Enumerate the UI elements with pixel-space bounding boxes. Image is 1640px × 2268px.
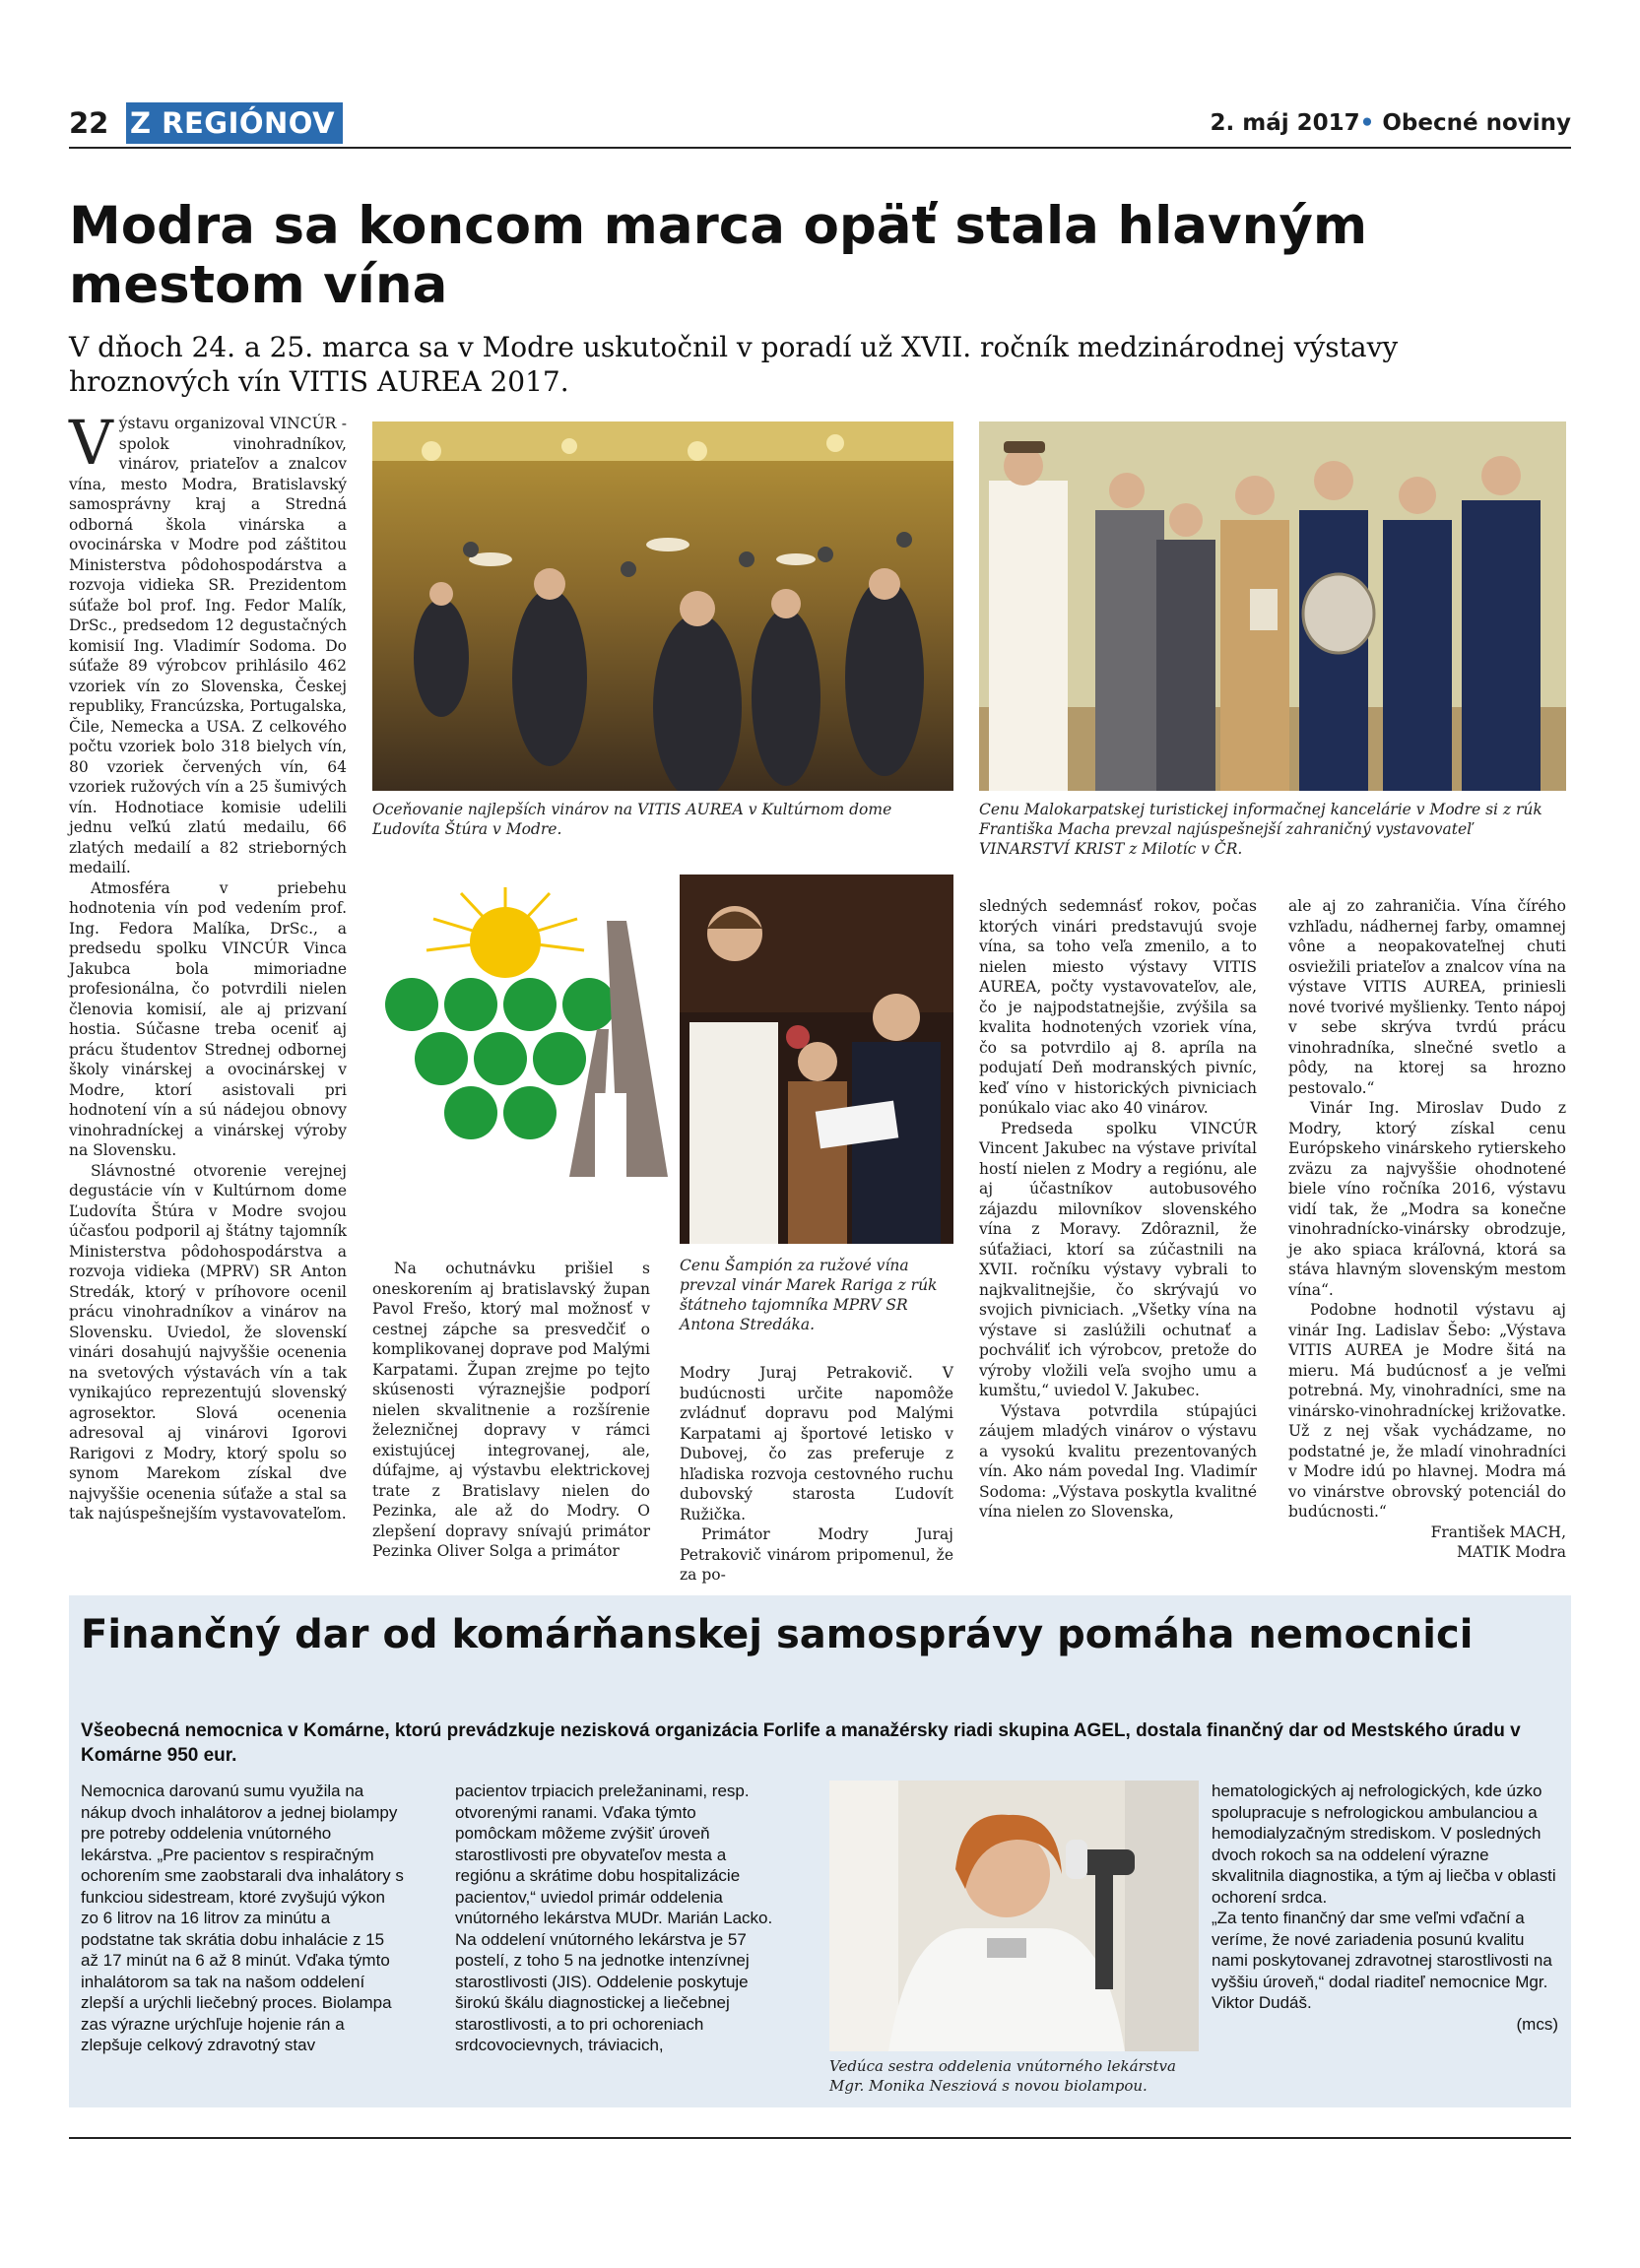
article1-lede: V dňoch 24. a 25. marca sa v Modre uskutočnil v poradí už XVII. ročník medzinárodnej výstavy hroznových vín VITIS AUREA 2017.	[69, 331, 1399, 398]
article2-column-3	[1212, 1781, 1558, 2035]
article2-column-1	[81, 1781, 406, 2056]
photo-prize-handover	[979, 421, 1566, 791]
article2-col1-p1: Nemocnica darovanú sumu využila na nákup dvoch inhalátorov a jednej biolampy pre potreby oddelenia vnútorného lekárstva. „Pre pacientov s respiračným ochorením sme zaobstarali dva inhalátory s funkciou sidestream, ktoré zvyšujú výkon zo 6 litrov na 16 litrov za minútu a podstatne tak skrátia dobu inhalácie z 15 až 17 minút na 6 až 8 minút. Vďaka týmto inhalátorom sa tak na našom oddelení zlepší a urýchli liečebný proces. Biolampa zas výrazne urýchľuje hojenie rán a zlepšuje celkový zdravotný stav	[81, 1782, 404, 2054]
issue-date: 2. máj 2017	[1210, 110, 1360, 136]
date-line	[1210, 110, 1571, 136]
author-organization: MATIK Modra	[1457, 1543, 1566, 1561]
caption-photo1: Oceňovanie najlepších vinárov na VITIS AUREA v Kultúrnom dome Ľudovíta Štúra v Modre.	[372, 801, 892, 838]
caption-nurse-photo: Vedúca sestra oddelenia vnútorného lekárstva Mgr. Monika Nesziová s novou biolampou.	[829, 2057, 1176, 2095]
dropcap: V	[69, 407, 113, 479]
photo-champion-award	[680, 875, 953, 1244]
article1-col3-p2: Primátor Modry Juraj Petrakovič vinárom pripomenul, že za po-	[680, 1525, 953, 1584]
article2-signature: (mcs)	[1516, 2014, 1558, 2034]
article1-column-4	[979, 896, 1257, 1523]
page-number: 22	[69, 106, 109, 140]
publication-name: Obecné noviny	[1382, 110, 1571, 136]
article1-col4-p2: Predseda spolku VINCÚR Vincent Jakubec na výstave privítal hostí nielen z Modry a regiónu, ale aj účastníkov autobusového zájazdu milovníkov slovenského vína z Moravy. Zdôraznil, že súťažiaci, ktorí sa zúčastnili na XVII. ročníku výstavy vybrali to najkvalitnejšie, čo skrývajú vo svojich pivniciach. „Všetky vína na výstave si zaslúžili ochutnať a pochváliť ich výrobcov, pretože do výroby vložili veľa svojho umu a kumštu,“ uviedol V. Jakubec.	[979, 1119, 1257, 1399]
article1-col5-p3: Podobne hodnotil výstavu aj vinár Ing. Ladislav Šebo: „Výstava VITIS AUREA je Modre šitá na mieru. Má budúcnosť a je veľmi potrebná. My, vinohradníci, sme na vinársko-vinohradníckej križovatke. Už z nej však vychádzame, no podstatné je, že mladí vinohradníci v Modre idú po hlavnej. Modra má vo vinárstve obrovský potenciál do budúcnosti.“	[1288, 1301, 1566, 1521]
caption-photo3: Cenu Šampión za ružové vína prevzal vinár Marek Rariga z rúk štátneho tajomníka MPRV SR Antona Stredáka.	[680, 1257, 938, 1333]
article1-col2-p1: Na ochutnávku prišiel s oneskorením aj bratislavský župan Pavol Frešo, ktorý mal možnosť v cestnej zápche sa presvedčiť o komplikovanej doprave pod Malými Karpatami. Župan zrejme po tejto skúsenosti výraznejšie podporí nielen skvalitnenie a rozšírenie železničnej dopravy v rámci existujúcej integrovanej, ale, dúfajme, aj výstavbu elektrickovej trate z Bratislavy nielen do Pezinka, ale až do Modry. O zlepšení dopravy snívajú primátor Pezinka Oliver Solga a primátor	[372, 1260, 650, 1560]
article2-lede: Všeobecná nemocnica v Komárne, ktorú prevádzkuje nezisková organizácia Forlife a manažérsky riadi skupina AGEL, dostala finančný dar od Mestského úradu v Komárne 950 eur.	[81, 1720, 1521, 1766]
article1-col1-p2: Atmosféra v priebehu hodnotenia vín pod vedením prof. Ing. Fedora Malíka, DrSc., a predsedu spolku VINCÚR Vinca Jakubca bola mimoriadne profesionálna, čo potvrdili nielen členovia komisií, ale aj prizvaní hostia. Súčasne treba oceniť aj prácu študentov Strednej odbornej školy vinárskej a ovocinárskej v Modre, ktorí asistovali pri hodnotení vín a sú nádejou obnovy vinohradníckej a vinárskej výroby na Slovensku.	[69, 878, 347, 1159]
article1-col4-p3: Výstava potvrdila stúpajúci záujem mladých vinárov o výstavu a vysokú kvalitu prezentovaných vín. Ako nám povedal Ing. Vladimír Sodoma: „Výstava poskytla kvalitné vína nielen zo Slovenska,	[979, 1401, 1257, 1521]
article2-col3-p2: „Za tento finančný dar sme veľmi vďační a veríme, že nové zariadenia posunú kvalitu nami poskytovanej zdravotnej starostlivosti na vyššiu úroveň,“ dodal riaditeľ nemocnice Mgr. Viktor Dudáš.	[1212, 1909, 1552, 2012]
article1-col3-p1: Modry Juraj Petrakovič. V budúcnosti určite napomôže zvládnuť dopravu pod Malými Karpatami aj športové letisko v Dubovej, čo zas preferuje z hľadiska rozvoja cestovného ruchu dubovský starosta Ľudovít Ružička.	[680, 1364, 953, 1523]
photo-nurse-biolamp	[829, 1781, 1199, 2051]
article2-column-2	[455, 1781, 780, 2056]
article1-col5-p2: Vinár Ing. Miroslav Dudo z Modry, ktorý získal cenu Európskeho vinárskeho rytierskeho zväzu za najvyššie ohodnotené biele víno ročníka 2016, výstavu vidí tak, že „Modra sa konečne vinohradnícko-vinársky obrodzuje, je ako spiaca kráľovná, ktorá sa stáva hlavným slovenským mestom vína“.	[1288, 1099, 1566, 1299]
separator-dot: •	[1359, 110, 1375, 136]
author-byline	[1288, 1523, 1566, 1563]
article2-col2-p2: Na oddelení vnútorného lekárstva je 57 postelí, z toho 5 na jednotke intenzívnej starostlivosti (JIS). Oddelenie poskytuje širokú škálu diagnostickej a liečebnej starostlivosti, a to pri ochoreniach srdcovocievnych, tráviacich,	[455, 1929, 750, 2054]
article1-col4-p1: sledných sedemnásť rokov, počas ktorých vinári predstavujú svoje vína, sa toho veľa zmenilo, a to nielen miesto výstavy VITIS AUREA, počty vystavovateľov, ale, čo je najpodstatnejšie, zvýšila sa kvalita hodnotených vzoriek vína, čo sa potvrdilo aj 8. apríla na podujatí Deň modranských pivníc, keď víno v historických pivniciach ponúkalo viac ako 40 vinárov.	[979, 897, 1257, 1117]
header-rule	[69, 147, 1571, 149]
article1-col5-p1: ale aj zo zahraničia. Vína čírého vzhľadu, nádhernej farby, omamnej vône a neopakovateľnej chuti osviežili priateľov a znalcov vína na výstave VITIS AUREA, priniesli nové tvorivé myšlienky. Tento nápoj v sebe skrýva tvrdú prácu vinohradníka, slnečné svetlo a pôdy, na ktorej sa hrozno pestovalo.“	[1288, 897, 1566, 1097]
article1-headline: Modra sa koncom marca opäť stala hlavným mestom vína	[69, 196, 1368, 315]
author-name: František MACH,	[1430, 1523, 1566, 1541]
section-label: Z REGIÓNOV	[126, 102, 343, 144]
article1-column-1	[69, 407, 347, 1524]
photo-award-ceremony	[372, 421, 953, 791]
article1-col1-p3: Slávnostné otvorenie verejnej degustácie vín v Kultúrnom dome Ľudovíta Štúra v Modre svojou účasťou podporil aj štátny tajomník Ministerstva pôdohospodárstva a rozvoja vidieka (MPRV) SR Anton Stredák, ktorý v príhovore ocenil prácu vinohradníkov a vinárov na Slovensku. Uviedol, že slovenskí vinári dosahujú najvyššie ocenenia na svetových výstavách vín a tak vynikajúco reprezentujú slovenský agrosektor. Slová ocenenia adresoval aj vinárovi Igorovi Rarigovi z Modry, ktorý spolu so synom Marekom získal dve najvyššie ocenenia súťaže a stal sa tak najúspešnejším vystavovateľom.	[69, 1161, 347, 1523]
vitis-aurea-logo	[372, 881, 668, 1177]
article1-column-5	[1288, 896, 1566, 1563]
article2-col3-p1: hematologických aj nefrologických, kde úzko spolupracuje s nefrologickou ambulanciou a hemodialyzačným strediskom. V posledných dvoch rokoch sa na oddelení výrazne skvalitnila diagnostika, a tým aj liečba v oblasti ochorení srdca.	[1212, 1782, 1556, 1907]
article2-headline: Finančný dar od komárňanskej samosprávy pomáha nemocnici	[81, 1612, 1474, 1657]
article2-col2-p1: pacientov trpiacich preležaninami, resp. otvorenými ranami. Vďaka týmto pomôckam môžeme zvýšiť úroveň starostlivosti pre obyvateľov mesta a regiónu a skrátime dobu hospitalizácie pacientov,“ uviedol primár oddelenia vnútorného lekárstva MUDr. Marián Lacko.	[455, 1782, 773, 1927]
article1-col1-p1: ýstavu organizoval VINCÚR - spolok vinohradníkov, vinárov, priateľov a znalcov vína, mesto Modra, Bratislavský samosprávny kraj a Stredná odborná škola vinárska a ovocinárska v Modre pod záštitou Ministerstva pôdohospodárstva a rozvoja vidieka SR. Prezidentom súťaže bol prof. Ing. Fedor Malík, DrSc., predsedom 12 degustačných komisií Ing. Vladimír Sodoma. Do súťaže 89 výrobcov prihlásilo 462 vzoriek vín zo Slovenska, Českej republiky, Francúzska, Portugalska, Čile, Nemecka a USA. Z celkového počtu vzoriek bolo 318 bielych vín, 80 vzoriek červených vín, 64 vzoriek ružových vín a 25 šumivých vín. Hodnotiace komisie udelili jednu veľkú zlatú medailu, 66 zlatých medailí a 82 strieborných medailí.	[69, 415, 347, 876]
article1-column-2	[372, 1259, 650, 1562]
bottom-rule	[69, 2137, 1571, 2139]
article1-column-3	[680, 1363, 953, 1586]
caption-photo2: Cenu Malokarpatskej turistickej informačnej kancelárie v Modre si z rúk Františka Macha prevzal najúspešnejší zahraničný vystavovateľ VINARSTVÍ KRIST z Milotíc v ČR.	[979, 801, 1542, 858]
